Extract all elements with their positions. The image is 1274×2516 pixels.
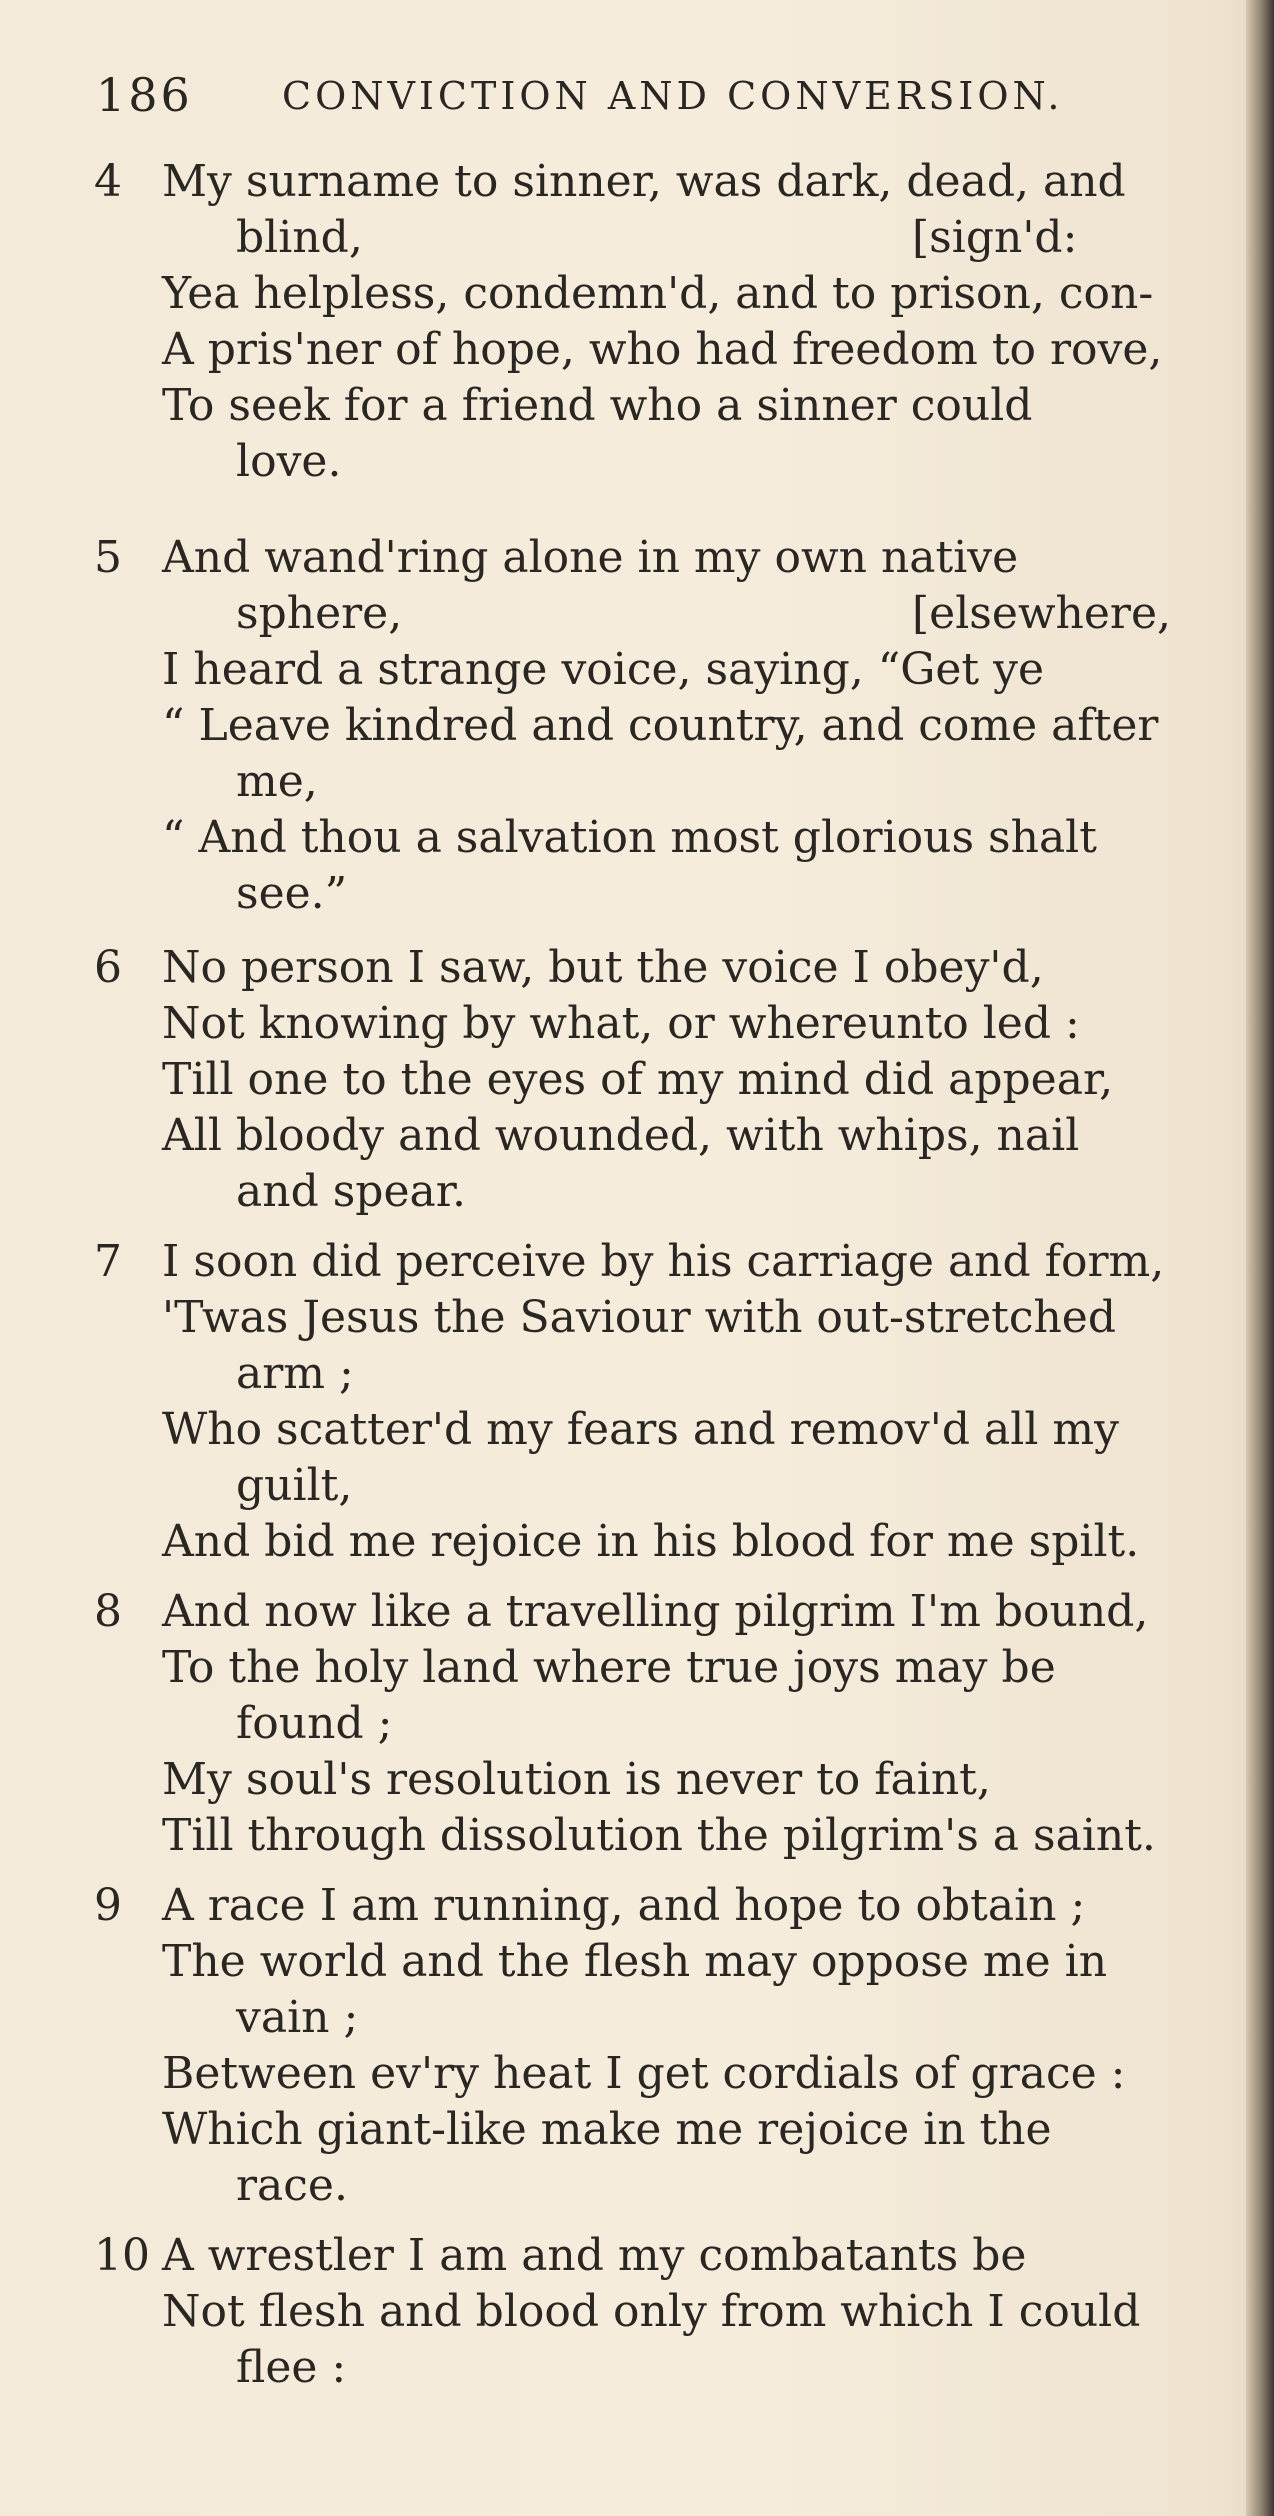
verse-line: Till one to the eyes of my mind did appear, <box>162 1054 1114 1105</box>
verse-line: Not flesh and blood only from which I could <box>162 2286 1141 2337</box>
verse-line: race. <box>236 2160 348 2211</box>
running-title: CONVICTION AND CONVERSION. <box>282 74 1064 118</box>
verse-line: 'Twas Jesus the Saviour with out-stretched <box>162 1292 1117 1343</box>
verse-line: guilt, <box>236 1460 353 1511</box>
verse-line: me, <box>236 756 318 807</box>
verse-line: To the holy land where true joys may be <box>162 1642 1056 1693</box>
verse-line: I soon did perceive by his carriage and form, <box>162 1236 1165 1287</box>
verse-line-turnover: [sign'd: <box>912 212 1078 263</box>
verse-line: Which giant-like make me rejoice in the <box>162 2104 1052 2155</box>
stanza-number: 6 <box>94 942 122 993</box>
verse-line: Not knowing by what, or whereunto led : <box>162 998 1080 1049</box>
verse-line: Till through dissolution the pilgrim's a saint. <box>162 1810 1156 1861</box>
verse-line: vain ; <box>236 1992 359 2043</box>
stanza-number: 8 <box>94 1586 122 1637</box>
book-spine-shadow <box>1246 0 1274 2516</box>
verse-line: A pris'ner of hope, who had freedom to rove, <box>162 324 1163 375</box>
verse-line: “ And thou a salvation most glorious shalt <box>162 812 1097 863</box>
verse-line: And bid me rejoice in his blood for me spilt. <box>162 1516 1140 1567</box>
verse-line <box>236 210 1078 266</box>
running-header <box>96 60 1196 130</box>
verse-line-turnover: [elsewhere, <box>912 588 1171 639</box>
verse-line: No person I saw, but the voice I obey'd, <box>162 942 1044 993</box>
verse-line: Who scatter'd my fears and remov'd all my <box>162 1404 1119 1455</box>
verse-line: My soul's resolution is never to faint, <box>162 1754 991 1805</box>
verse-line: love. <box>236 436 342 487</box>
verse-line-part: blind, <box>236 212 363 263</box>
verse-line: and spear. <box>236 1166 466 1217</box>
verse-line: To seek for a friend who a sinner could <box>162 380 1033 431</box>
verse-line <box>236 586 1171 642</box>
verse-line: A wrestler I am and my combatants be <box>162 2230 1027 2281</box>
verse-line: All bloody and wounded, with whips, nail <box>162 1110 1080 1161</box>
stanza-number: 10 <box>94 2230 150 2281</box>
verse-line: “ Leave kindred and country, and come after <box>162 700 1159 751</box>
page-number: 186 <box>96 68 193 122</box>
stanza-number: 5 <box>94 532 122 583</box>
verse-line: Yea helpless, condemn'd, and to prison, con- <box>162 268 1154 319</box>
verse-line: I heard a strange voice, saying, “Get ye <box>162 644 1044 695</box>
verse-line: Between ev'ry heat I get cordials of grace : <box>162 2048 1126 2099</box>
verse-line: My surname to sinner, was dark, dead, and <box>162 156 1126 207</box>
verse-line: A race I am running, and hope to obtain ; <box>162 1880 1086 1931</box>
verse-line: And now like a travelling pilgrim I'm bound, <box>162 1586 1149 1637</box>
verse-line-part: sphere, <box>236 588 403 639</box>
verse-line: The world and the flesh may oppose me in <box>162 1936 1108 1987</box>
stanza-number: 7 <box>94 1236 122 1287</box>
stanza-number: 4 <box>94 156 122 207</box>
verse-line: And wand'ring alone in my own native <box>162 532 1019 583</box>
verse-line: see.” <box>236 868 348 919</box>
stanza-number: 9 <box>94 1880 122 1931</box>
verse-line: flee : <box>236 2342 347 2393</box>
verse-line: arm ; <box>236 1348 354 1399</box>
verse-line: found ; <box>236 1698 393 1749</box>
